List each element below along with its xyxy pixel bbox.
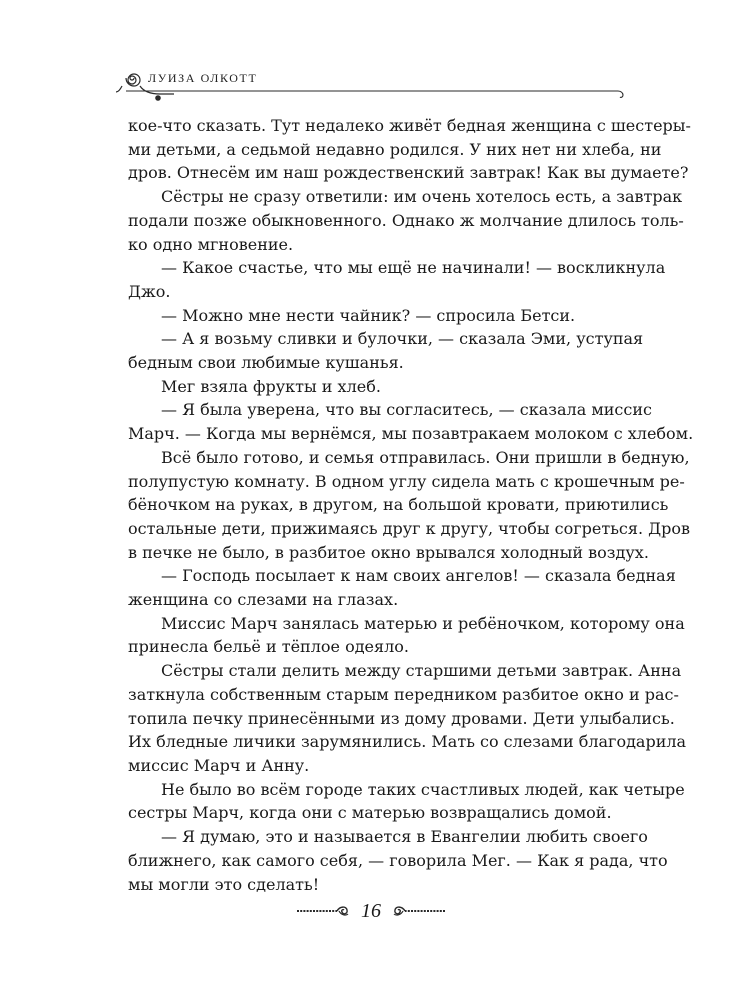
text-line: заткнула собственным старым передником разбитое окно и рас-: [128, 684, 679, 704]
text-line: — Я думаю, это и называется в Евангелии любить своего: [161, 827, 648, 847]
text-line: — Я была уверена, что вы согласитесь, — сказала миссис: [161, 400, 652, 420]
text-line: женщина со слезами на глазах.: [128, 590, 399, 610]
text-line: Марч. — Когда мы вернёмся, мы позавтракаем молоком с хлебом.: [128, 424, 694, 444]
text-line: Сёстры не сразу ответили: им очень хотелось есть, а завтрак: [161, 187, 683, 207]
text-line: бедным свои любимые кушанья.: [128, 353, 404, 373]
text-line: кое-что сказать. Тут недалеко живёт бедная женщина с шестеры-: [128, 116, 691, 135]
text-line: — Господь посылает к нам своих ангелов! — сказала бедная: [161, 566, 676, 586]
text-line: — Какое счастье, что мы ещё не начинали! — воскликнула: [161, 258, 666, 278]
text-line: принесла бельё и тёплое одеяло.: [128, 637, 409, 657]
text-line: ко одно мгновение.: [128, 234, 294, 254]
text-line: ближнего, как самого себя, — говорила Мег. — Как я рада, что: [128, 850, 668, 870]
text-line: топила печку принесёнными из дому дровами. Дети улыбались.: [128, 708, 675, 728]
text-line: в печке не было, в разбитое окно врывался холодный воздух.: [128, 542, 649, 562]
scroll-ornament-icon: [389, 904, 447, 918]
text-line: Сёстры стали делить между старшими детьми завтрак. Анна: [161, 661, 682, 681]
text-line: Миссис Марч занялась матерью и ребёночком, которому она: [161, 613, 685, 633]
text-line: подали позже обыкновенного. Однако ж молчание длилось толь-: [128, 210, 684, 230]
text-line: Мег взяла фрукты и хлеб.: [161, 376, 381, 396]
text-line: бёночком на руках, в другом, на большой кровати, приютились: [128, 495, 669, 515]
text-line: мы могли это сделать!: [128, 874, 320, 894]
running-header-author: ЛУИЗА ОЛКОТТ: [148, 71, 258, 85]
text-line: дров. Отнесём им наш рождественский завтрак! Как вы думаете?: [128, 163, 689, 183]
text-line: — А я возьму сливки и булочки, — сказала Эми, уступая: [161, 329, 644, 349]
body-text: [128, 114, 694, 896]
text-line: — Можно мне нести чайник? — спросила Бетси.: [161, 305, 576, 325]
page-folio: [0, 895, 742, 927]
scroll-ornament-icon: [295, 904, 353, 918]
text-line: полупустую комнату. В одном углу сидела мать с крошечным ре-: [128, 471, 685, 491]
text-line: сестры Марч, когда они с матерью возвращались домой.: [128, 803, 612, 823]
text-line: ми детьми, а седьмой недавно родился. У них нет ни хлеба, ни: [128, 139, 662, 159]
text-line: Джо.: [128, 281, 171, 301]
running-header: [118, 62, 626, 104]
text-line: Их бледные личики зарумянились. Мать со слезами благодарила: [128, 732, 687, 752]
text-line: Не было во всём городе таких счастливых людей, как четыре: [161, 779, 685, 799]
text-line: Всё было готово, и семья отправилась. Они пришли в бедную,: [161, 447, 690, 467]
text-line: миссис Марч и Анну.: [128, 755, 310, 775]
page-number: 16: [361, 899, 381, 922]
text-line: остальные дети, прижимаясь друг к другу, чтобы согреться. Дров: [128, 518, 691, 538]
